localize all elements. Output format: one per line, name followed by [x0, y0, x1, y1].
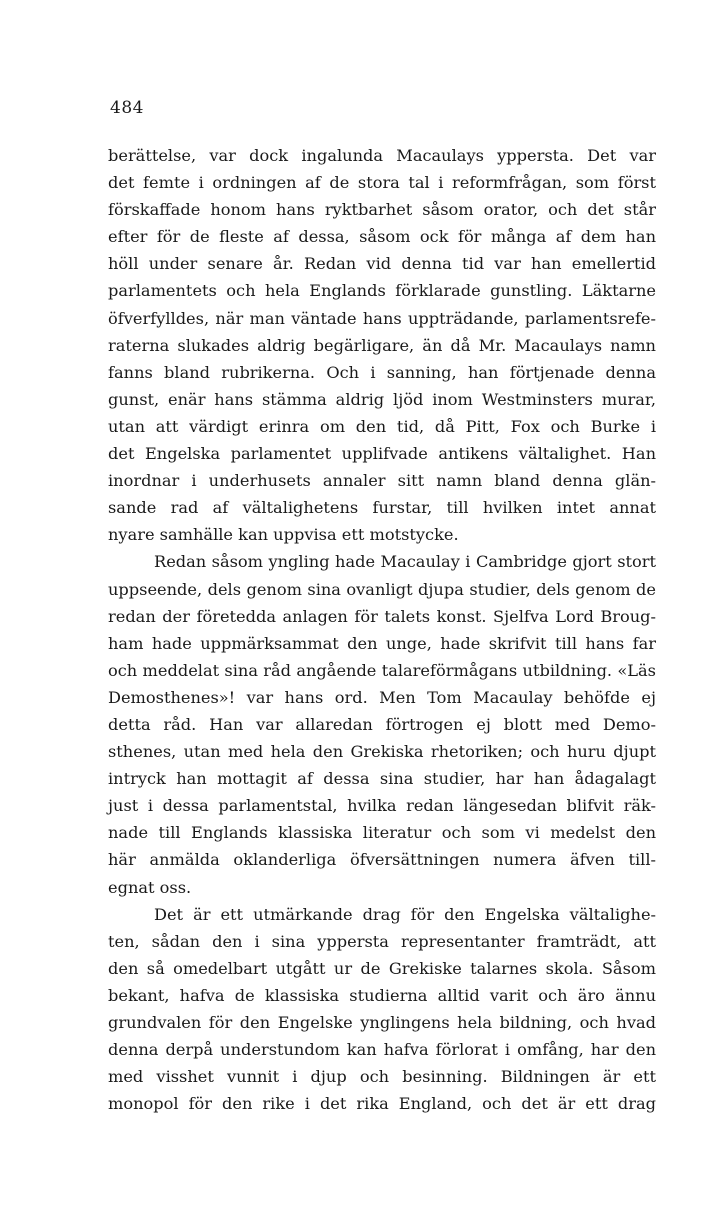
body-text	[108, 142, 656, 1117]
text-line: höll under senare år. Redan vid denna tid var han emellertid	[108, 254, 656, 274]
text-line: redan der företedda anlagen för talets konst. Sjelfva Lord Broug-	[108, 606, 656, 626]
text-line: med visshet vunnit i djup och besinning. Bildningen är ett	[108, 1067, 656, 1087]
text-line: ham hade uppmärksammat den unge, hade skrifvit till hans far	[108, 633, 656, 653]
text-line: egnat oss.	[108, 877, 192, 897]
text-line: och meddelat sina råd angående talareförmågans utbildning. «Läs	[108, 660, 656, 680]
text-line: detta råd. Han var allaredan förtrogen ej blott med Demo-	[108, 714, 656, 734]
text-line: denna derpå understundom kan hafva förlorat i omfång, har den	[108, 1040, 656, 1060]
page-number: 484	[110, 98, 144, 118]
text-line: Det är ett utmärkande drag för den Engelska vältalighe-	[154, 904, 656, 924]
text-line: det Engelska parlamentet upplifvade antikens vältalighet. Han	[108, 444, 656, 464]
text-line: nyare samhälle kan uppvisa ett motstycke.	[108, 525, 459, 545]
text-line: Redan såsom yngling hade Macaulay i Cambridge gjort stort	[154, 552, 656, 572]
text-line: sande rad af vältalighetens furstar, till hvilken intet annat	[108, 498, 656, 518]
text-line: sthenes, utan med hela den Grekiska rhetoriken; och huru djupt	[108, 742, 656, 762]
text-line: förskaffade honom hans ryktbarhet såsom orator, och det står	[108, 200, 656, 220]
text-line: nade till Englands klassiska literatur och som vi medelst den	[108, 823, 656, 843]
text-line: öfverfylldes, när man väntade hans uppträdande, parlamentsrefe-	[108, 308, 656, 328]
text-line: gunst, enär hans stämma aldrig ljöd inom Westminsters murar,	[108, 389, 656, 409]
text-line: fanns bland rubrikerna. Och i sanning, han förtjenade denna	[108, 362, 656, 382]
text-line: raterna slukades aldrig begärligare, än då Mr. Macaulays namn	[108, 335, 656, 355]
text-line: just i dessa parlamentstal, hvilka redan längesedan blifvit räk-	[108, 796, 656, 816]
text-line: berättelse, var dock ingalunda Macaulays yppersta. Det var	[108, 146, 656, 165]
text-line: grundvalen för den Engelske ynglingens hela bildning, och hvad	[108, 1013, 656, 1032]
text-line: ten, sådan den i sina yppersta representanter framträdt, att	[108, 931, 656, 951]
text-line: här anmälda oklanderliga öfversättningen numera äfven till-	[108, 850, 656, 870]
text-line: uppseende, dels genom sina ovanligt djupa studier, dels genom de	[108, 579, 656, 599]
text-line: monopol för den rike i det rika England, och det är ett drag	[108, 1094, 656, 1114]
text-line: efter för de fleste af dessa, såsom ock för många af dem han	[108, 227, 656, 247]
text-line: utan att värdigt erinra om den tid, då Pitt, Fox och Burke i	[108, 416, 656, 436]
text-line: parlamentets och hela Englands förklarade gunstling. Läktarne	[108, 281, 656, 301]
text-line: intryck han mottagit af dessa sina studier, har han ådagalagt	[108, 769, 656, 789]
text-line: inordnar i underhusets annaler sitt namn bland denna glän-	[108, 471, 656, 491]
text-line: den så omedelbart utgått ur de Grekiske talarnes skola. Såsom	[108, 958, 656, 978]
text-line: det femte i ordningen af de stora tal i reformfrågan, som först	[108, 173, 656, 193]
text-line: bekant, hafva de klassiska studierna alltid varit och äro ännu	[108, 985, 656, 1005]
text-line: Demosthenes»! var hans ord. Men Tom Macaulay behöfde ej	[108, 687, 656, 707]
